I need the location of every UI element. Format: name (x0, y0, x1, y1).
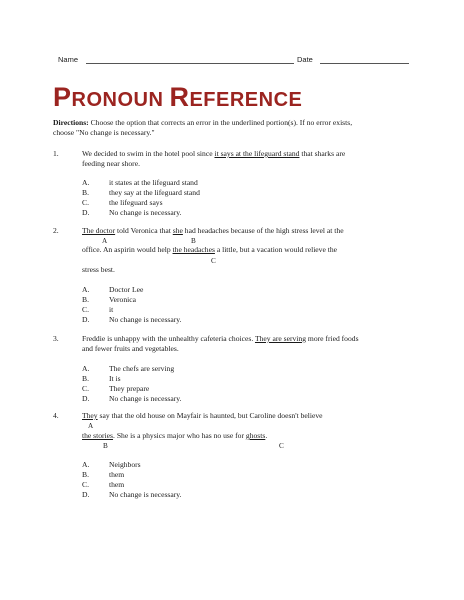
q3-option-b[interactable]: It is (109, 374, 121, 383)
q2-mark-b: B (191, 237, 196, 245)
q4-option-d-letter: D. (82, 490, 90, 499)
q2-option-b-letter: B. (82, 295, 89, 304)
q4-option-d[interactable]: No change is necessary. (109, 490, 182, 499)
name-label: Name (58, 55, 79, 64)
q4-mark-a: A (88, 422, 94, 430)
q4-option-c[interactable]: them (109, 480, 125, 489)
q3-option-d[interactable]: No change is necessary. (109, 394, 182, 403)
q4-option-c-letter: C. (82, 480, 89, 489)
q2-line-2: office. An aspirin would help the headaches a little, but a vacation would relieve the (82, 245, 338, 254)
q4-option-b-letter: B. (82, 470, 89, 479)
q4-mark-c: C (279, 442, 284, 450)
q2-option-d[interactable]: No change is necessary. (109, 315, 182, 324)
q3-option-c-letter: C. (82, 384, 89, 393)
date-field[interactable] (320, 63, 409, 64)
date-label: Date (297, 55, 313, 64)
q2-line-1: The doctor told Veronica that she had headaches because of the high stress level at the (82, 226, 344, 235)
directions-line-1: Directions: Choose the option that corrects an error in the underlined portion(s). If no error exists, (53, 118, 353, 127)
q3-option-d-letter: D. (82, 394, 90, 403)
directions-line-2: choose "No change is necessary." (53, 128, 155, 137)
q4-number: 4. (53, 411, 59, 420)
q2-option-a[interactable]: Doctor Lee (109, 285, 144, 294)
q1-option-d[interactable]: No change is necessary. (109, 208, 182, 217)
q1-option-a-letter: A. (82, 178, 90, 187)
q1-option-d-letter: D. (82, 208, 90, 217)
q2-line-3: stress best. (82, 265, 115, 274)
q2-mark-c: C (211, 257, 216, 265)
q2-option-c-letter: C. (82, 305, 89, 314)
q2-mark-a: A (102, 237, 108, 245)
q3-option-c[interactable]: They prepare (109, 384, 150, 393)
q2-option-d-letter: D. (82, 315, 90, 324)
q2-number: 2. (53, 226, 59, 235)
q3-line-1: Freddie is unhappy with the unhealthy cafeteria choices. They are serving more fried foods (82, 334, 359, 343)
q3-option-a-letter: A. (82, 364, 90, 373)
q3-line-2: and fewer fruits and vegetables. (82, 344, 179, 353)
q4-line-2: the stories. She is a physics major who has no use for ghosts. (82, 431, 268, 440)
q2-option-a-letter: A. (82, 285, 90, 294)
q1-option-c[interactable]: the lifeguard says (109, 198, 163, 207)
name-field[interactable] (86, 63, 294, 64)
q1-option-a[interactable]: it states at the lifeguard stand (109, 178, 198, 187)
q4-mark-b: B (103, 442, 108, 450)
q1-line-2: feeding near shore. (82, 159, 140, 168)
q1-number: 1. (53, 149, 59, 158)
q4-option-a-letter: A. (82, 460, 90, 469)
page-title: PRONOUN REFERENCE (53, 82, 303, 112)
q2-option-b[interactable]: Veronica (109, 295, 136, 304)
q3-number: 3. (53, 334, 59, 343)
q4-line-1: They say that the old house on Mayfair is haunted, but Caroline doesn't believe (82, 411, 323, 420)
q4-option-b[interactable]: them (109, 470, 125, 479)
q3-option-a[interactable]: The chefs are serving (109, 364, 175, 373)
q4-option-a[interactable]: Neighbors (109, 460, 141, 469)
q1-option-b[interactable]: they say at the lifeguard stand (109, 188, 200, 197)
q1-option-c-letter: C. (82, 198, 89, 207)
q2-option-c[interactable]: it (109, 305, 114, 314)
q1-option-b-letter: B. (82, 188, 89, 197)
q1-line-1: We decided to swim in the hotel pool since it says at the lifeguard stand that sharks are (82, 149, 346, 158)
q3-option-b-letter: B. (82, 374, 89, 383)
